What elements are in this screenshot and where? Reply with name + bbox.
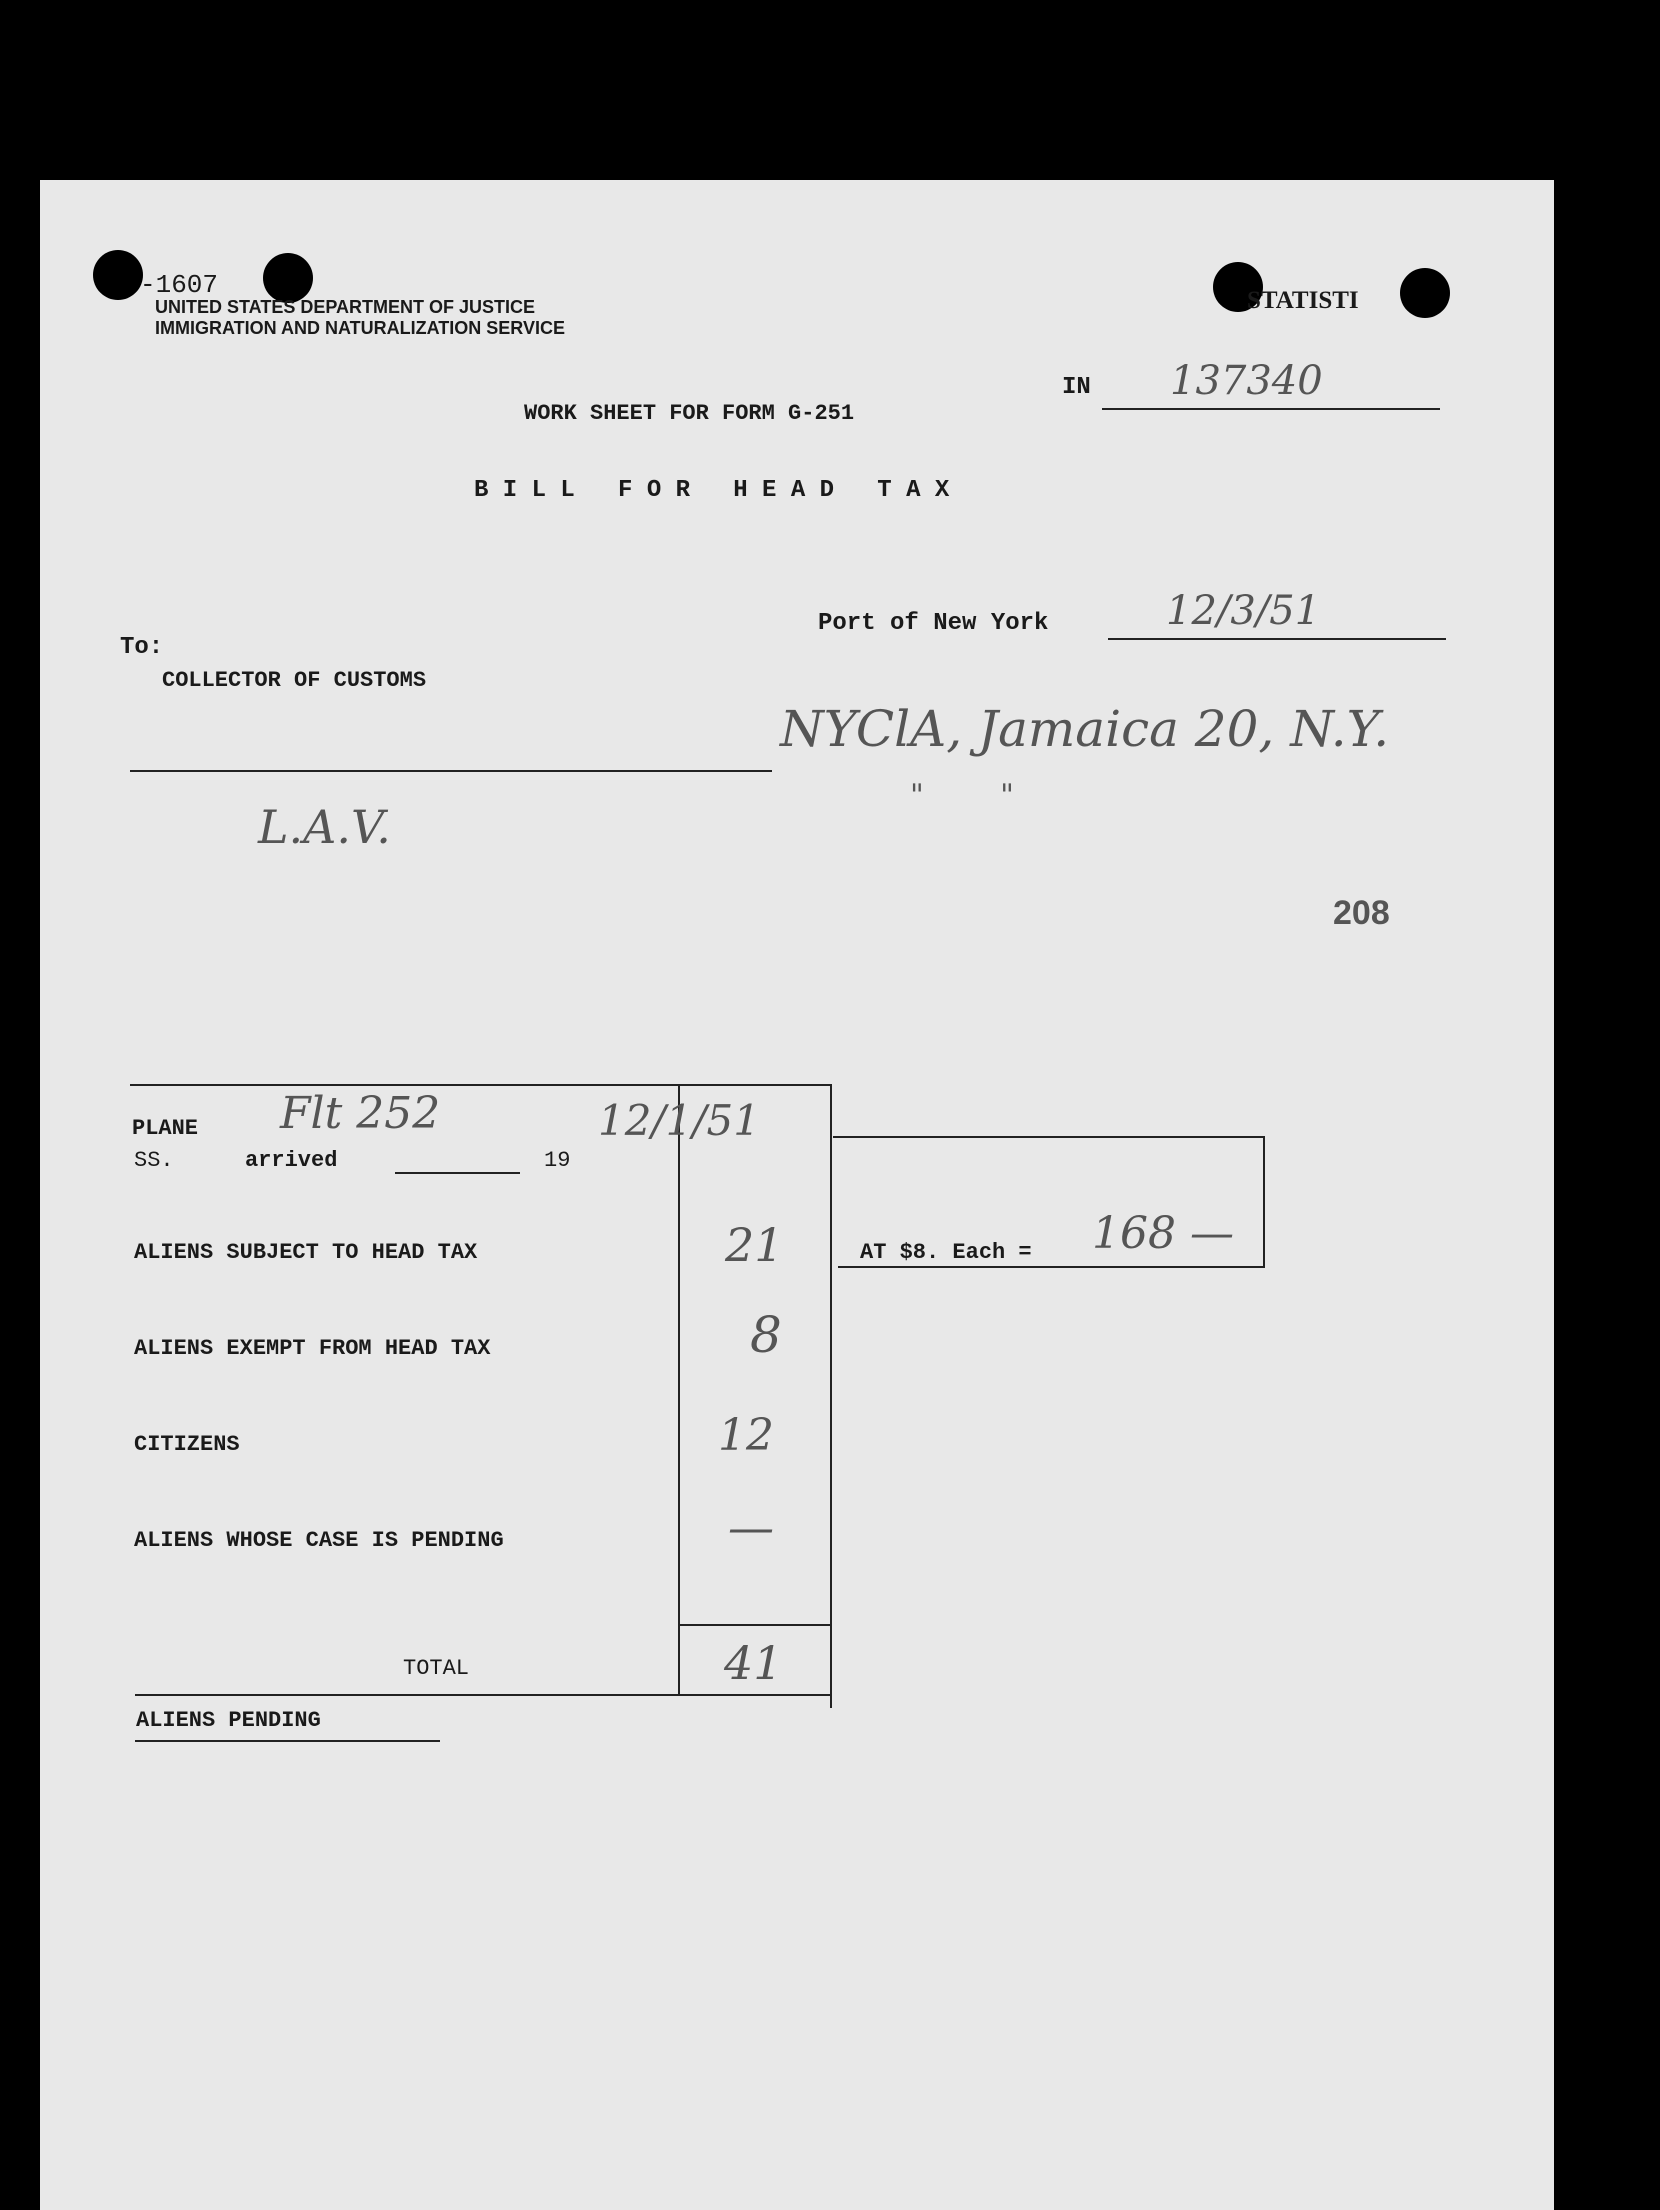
rate-label: AT $8. Each = (860, 1240, 1032, 1265)
year-prefix: 19 (544, 1148, 571, 1173)
bill-title: B I L L F O R H E A D T A X (474, 477, 950, 504)
port-label: Port of New York (818, 610, 1049, 637)
ss-label: SS. (134, 1148, 174, 1173)
to-label: To: (120, 634, 164, 661)
row-value-citizens: 12 (718, 1410, 774, 1461)
rate-box-bottom (838, 1266, 1265, 1268)
aliens-pending-underline (135, 1740, 440, 1742)
row-label-subject-to-tax: ALIENS SUBJECT TO HEAD TAX (134, 1240, 478, 1265)
in-number-handwritten: 137340 (1170, 358, 1323, 404)
total-label: TOTAL (403, 1656, 470, 1681)
in-label: IN (1062, 374, 1091, 401)
service-name: IMMIGRATION AND NATURALIZATION SERVICE (155, 318, 565, 338)
row-label-exempt: ALIENS EXEMPT FROM HEAD TAX (134, 1336, 491, 1361)
row-value-subject-to-tax: 21 (725, 1218, 784, 1272)
handwritten-initials: L.A.V. (258, 800, 391, 854)
row-label-pending: ALIENS WHOSE CASE IS PENDING (134, 1528, 504, 1553)
table-bottom-rule (135, 1694, 832, 1696)
table-top-rule (130, 1084, 830, 1086)
department-name: UNITED STATES DEPARTMENT OF JUSTICE (155, 297, 536, 317)
aliens-pending-label: ALIENS PENDING (136, 1708, 321, 1733)
port-date-handwritten: 12/3/51 (1166, 588, 1321, 634)
row-label-citizens: CITIZENS (134, 1432, 240, 1457)
table-column-left (678, 1084, 680, 1696)
recipient-name: COLLECTOR OF CUSTOMS (162, 668, 427, 693)
flight-number-handwritten: Flt 252 (280, 1088, 441, 1139)
in-underline (1102, 408, 1440, 410)
punch-hole (1400, 268, 1450, 318)
row-value-exempt: 8 (750, 1306, 782, 1364)
sheet-number: 208 (1333, 894, 1390, 932)
date-underline (1108, 638, 1446, 640)
statistics-stamp: STATISTI (1247, 287, 1359, 314)
rate-amount-handwritten: 168 — (1092, 1208, 1234, 1259)
worksheet-title: WORK SHEET FOR FORM G-251 (524, 401, 855, 426)
row-value-pending: — (728, 1500, 774, 1554)
punch-hole (93, 250, 143, 300)
total-top-rule (680, 1624, 832, 1626)
ditto-marks: " " (910, 778, 1014, 813)
arrival-date-handwritten: 12/1/51 (598, 1096, 760, 1145)
form-number: -1607 (140, 270, 219, 300)
plane-label: PLANE (132, 1116, 199, 1141)
arrived-date-underline (395, 1172, 520, 1174)
handwritten-address: NYClA, Jamaica 20, N.Y. (780, 700, 1390, 758)
table-column-right (830, 1084, 832, 1708)
rate-box-top (833, 1136, 1265, 1138)
rate-box-right (1263, 1136, 1265, 1268)
recipient-underline (130, 770, 772, 772)
punch-hole (263, 253, 313, 303)
total-value-handwritten: 41 (724, 1636, 783, 1690)
arrived-label: arrived (245, 1148, 338, 1173)
